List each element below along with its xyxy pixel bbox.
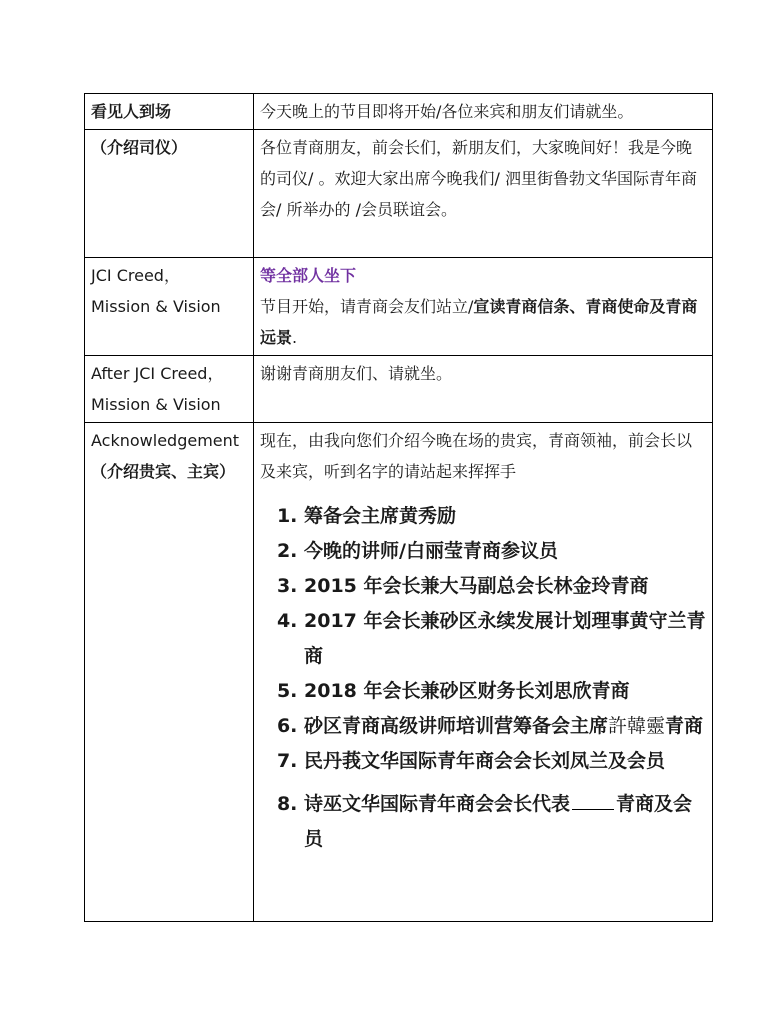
script-text: 今天晚上的节目即将开始/各位来宾和朋友们请就坐。 [260, 102, 634, 121]
list-item [304, 604, 706, 674]
segment-label: Mission & Vision [91, 297, 221, 316]
list-item [304, 569, 706, 604]
content-cell [254, 94, 713, 130]
list-item [304, 744, 706, 779]
list-item [304, 709, 706, 744]
content-cell [254, 130, 713, 258]
program-script-table [84, 93, 713, 922]
segment-cell [85, 423, 254, 922]
segment-cell [85, 356, 254, 423]
table-row [85, 356, 713, 423]
script-text-end: . [292, 328, 298, 347]
fill-in-blank [572, 808, 614, 810]
guest-list [260, 499, 706, 857]
guest-name: 民丹莪文华国际青年商会会长刘凤兰及会员 [304, 750, 666, 772]
guest-name: 2018 年会长兼砂区财务长刘思欣青商 [304, 680, 630, 702]
list-item [304, 787, 706, 857]
stage-instruction: 等全部人坐下 [260, 266, 357, 285]
guest-name: 今晚的讲师/白丽莹青商参议员 [304, 540, 558, 562]
guest-name: 2015 年会长兼大马副总会长林金玲青商 [304, 575, 649, 597]
segment-label: Mission & Vision [91, 395, 221, 414]
segment-cell [85, 130, 254, 258]
guest-name-handwritten: 許韓靈 [608, 715, 666, 737]
script-text: 各位青商朋友，前会长们，新朋友们，大家晚间好！我是今晚的司仪/ 。欢迎大家出席今晚我们/ 泗里街鲁勃文华国际青年商会/ 所举办的 /会员联谊会。 [260, 138, 697, 219]
table-row [85, 258, 713, 356]
guest-name: 2017 年会长兼砂区永续发展计划理事黄守兰青商 [304, 610, 706, 667]
list-item [304, 534, 706, 569]
script-text: 现在，由我向您们介绍今晚在场的贵宾，青商领袖，前会长以及来宾，听到名字的请站起来挥挥手 [260, 431, 693, 481]
script-text-emphasis: 宣读青商信条、青商使命及青商远景 [260, 297, 698, 347]
script-text: 节目开始，请青商会友们站立/ [260, 297, 474, 316]
segment-label: After JCI Creed， [91, 364, 224, 383]
segment-label: （介绍贵宾、主宾） [91, 462, 236, 481]
script-text: 谢谢青商朋友们、请就坐。 [260, 364, 453, 383]
segment-label: 看见人到场 [91, 102, 172, 121]
content-cell [254, 356, 713, 423]
guest-suffix: 青商 [665, 715, 704, 737]
segment-cell [85, 258, 254, 356]
guest-name: 诗巫文华国际青年商会会长代表 [304, 793, 571, 815]
guest-name: 筹备会主席黄秀励 [304, 505, 457, 527]
table-row [85, 94, 713, 130]
table-row [85, 423, 713, 922]
table-row [85, 130, 713, 258]
segment-label: （介绍司仪） [91, 138, 188, 157]
content-cell [254, 423, 713, 922]
guest-suffix: 青商及会员 [304, 793, 693, 850]
list-item [304, 674, 706, 709]
segment-cell [85, 94, 254, 130]
list-item [304, 499, 706, 534]
content-cell [254, 258, 713, 356]
segment-label: Acknowledgement [91, 431, 240, 450]
segment-label: JCI Creed， [91, 266, 180, 285]
guest-name: 砂区青商高级讲师培训营筹备会主席 [304, 715, 609, 737]
